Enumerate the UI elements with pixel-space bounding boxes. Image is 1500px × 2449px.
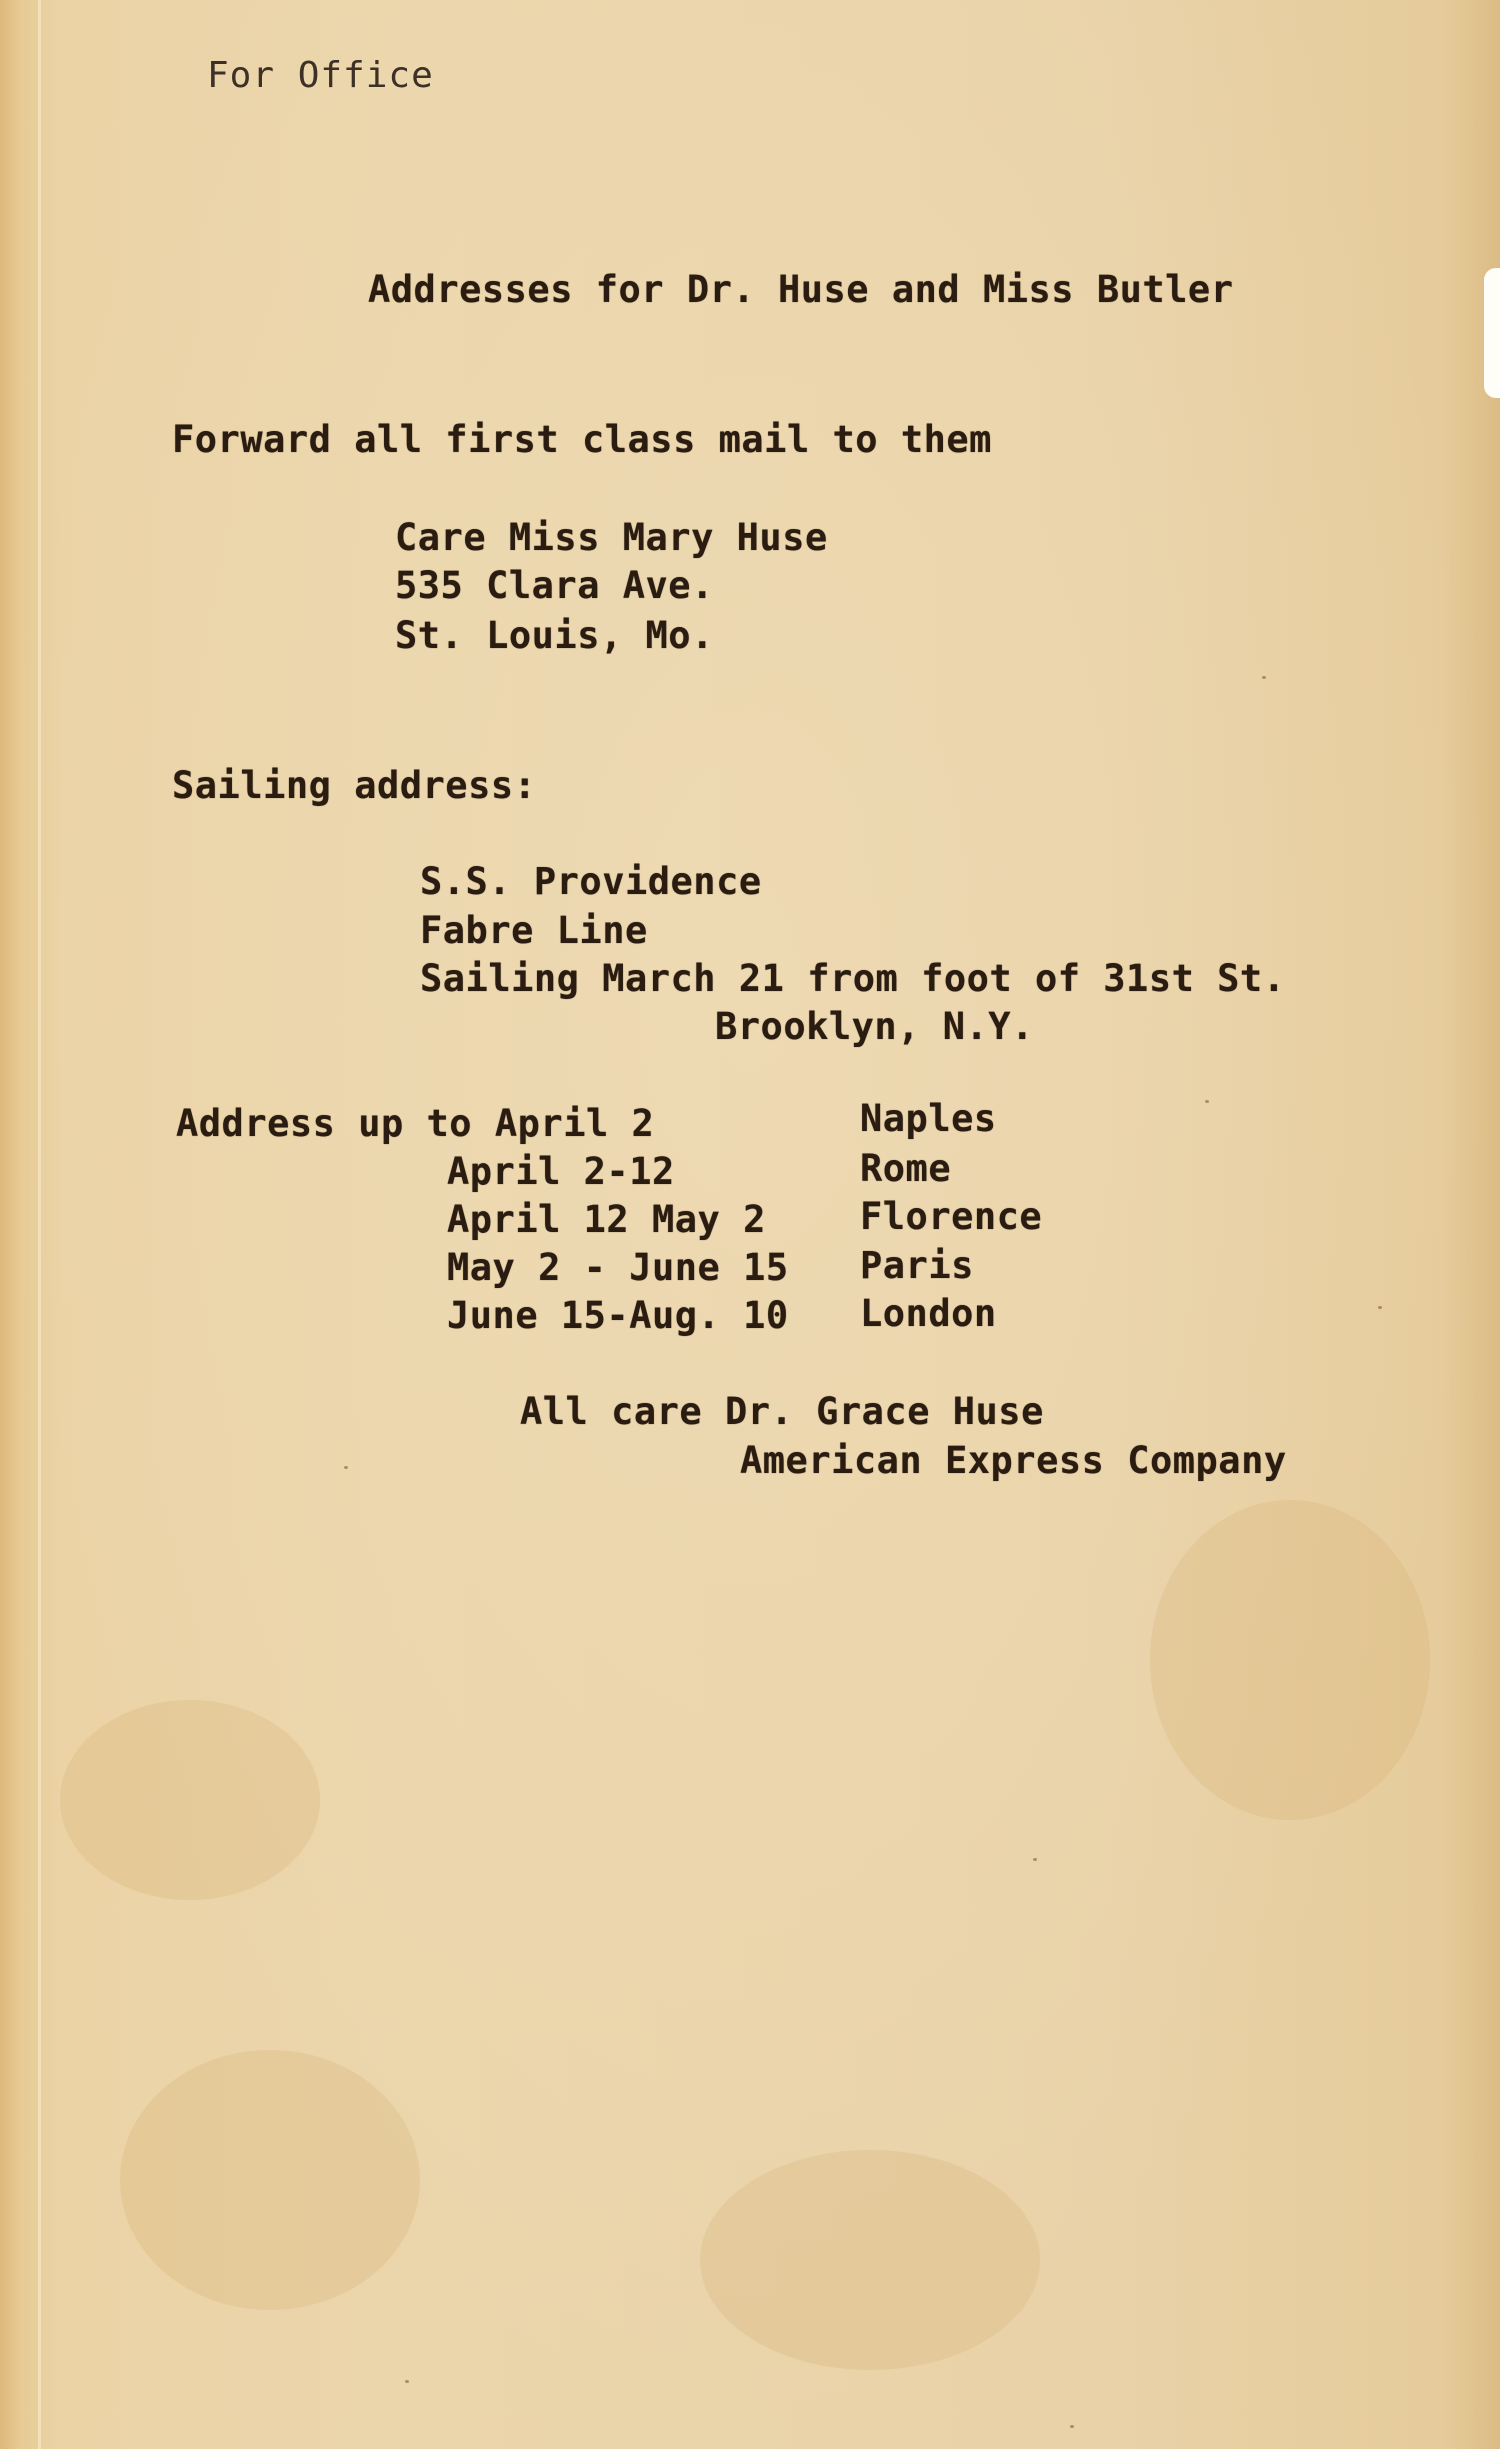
forwarding-address-line: 535 Clara Ave. xyxy=(395,564,714,607)
paper-speck xyxy=(405,2380,409,2383)
paper-stain xyxy=(1150,1500,1430,1820)
paper-speck xyxy=(1378,1306,1382,1309)
torn-edge xyxy=(1484,268,1500,398)
itinerary-city: Naples xyxy=(860,1097,997,1140)
sailing-line: Fabre Line xyxy=(420,909,648,952)
itinerary-dates: June 15-Aug. 10 xyxy=(447,1294,789,1337)
paper-stain xyxy=(60,1700,320,1900)
itinerary-dates: April 2-12 xyxy=(447,1150,675,1193)
itinerary-city: Florence xyxy=(860,1195,1043,1238)
itinerary-city: London xyxy=(860,1292,997,1335)
itinerary-dates: April 12 May 2 xyxy=(447,1198,766,1241)
office-note: For Office xyxy=(207,55,434,96)
document-title: Addresses for Dr. Huse and Miss Butler xyxy=(368,268,1234,311)
paper-speck xyxy=(1033,1858,1037,1861)
itinerary-lead: Address up to April 2 xyxy=(176,1102,655,1145)
sailing-heading: Sailing address: xyxy=(172,764,537,807)
sailing-line: Sailing March 21 from foot of 31st St. xyxy=(420,957,1286,1000)
sailing-line: S.S. Providence xyxy=(420,860,762,903)
paper-stain xyxy=(700,2150,1040,2370)
itinerary-city: Paris xyxy=(860,1244,974,1287)
paper-speck xyxy=(344,1466,348,1469)
paper-speck xyxy=(1070,2425,1074,2428)
care-of-line: American Express Company xyxy=(740,1439,1287,1482)
care-of-line: All care Dr. Grace Huse xyxy=(520,1390,1044,1433)
forwarding-address-line: Care Miss Mary Huse xyxy=(395,516,828,559)
forwarding-address-line: St. Louis, Mo. xyxy=(395,614,714,657)
forwarding-instruction: Forward all first class mail to them xyxy=(172,418,992,461)
paper-speck xyxy=(1262,676,1266,679)
page-fold-line xyxy=(38,0,41,2449)
paper-speck xyxy=(1205,1100,1209,1103)
itinerary-dates: May 2 - June 15 xyxy=(447,1246,789,1289)
sailing-line: Brooklyn, N.Y. xyxy=(715,1005,1034,1048)
paper-stain xyxy=(120,2050,420,2310)
itinerary-city: Rome xyxy=(860,1147,952,1190)
